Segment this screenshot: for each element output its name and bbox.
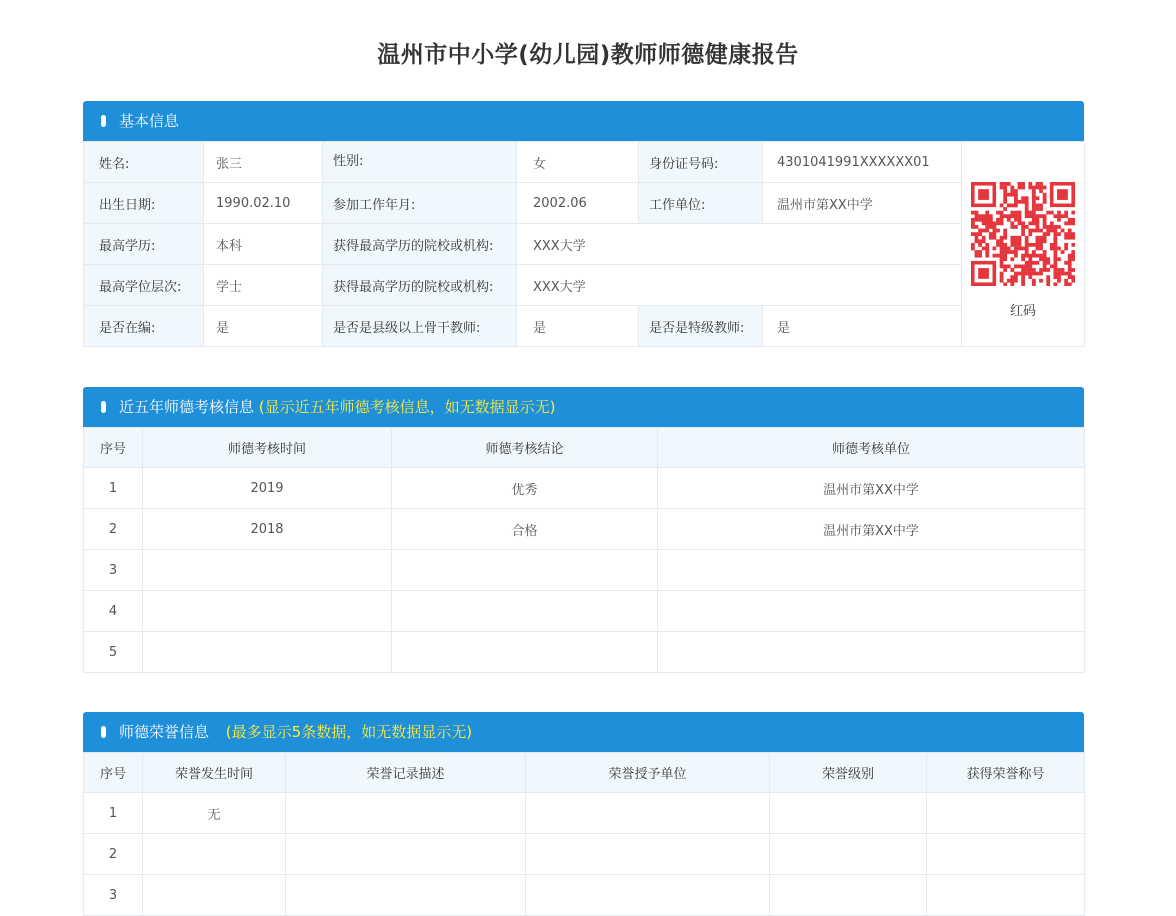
education-label: 最高学历:: [84, 224, 204, 265]
honor-unit: [526, 875, 770, 916]
edu-school-label: 获得最高学历的院校或机构:: [323, 224, 517, 265]
name-value: 张三: [204, 142, 323, 183]
gender-value: 女: [517, 142, 639, 183]
honor-unit: [526, 834, 770, 875]
assessment-result: 优秀: [392, 468, 658, 509]
column-header: 获得荣誉称号: [927, 753, 1085, 793]
red-qr-code-icon: [971, 182, 1075, 286]
edu-school-value: XXX大学: [517, 224, 962, 265]
degree-label: 最高学位层次:: [84, 265, 204, 306]
honors-header-note: (最多显示5条数据，如无数据显示无): [225, 723, 473, 741]
column-header: 序号: [84, 428, 143, 468]
assessment-header-row: [84, 428, 1085, 468]
assessment-time: [143, 550, 392, 591]
honors-section: [83, 712, 1084, 916]
assessment-time: [143, 632, 392, 673]
table-row: [84, 509, 1085, 550]
column-header: 师德考核时间: [143, 428, 392, 468]
backbone-value: 是: [517, 306, 639, 347]
honor-desc: [286, 875, 526, 916]
honor-level: [770, 834, 927, 875]
row-index: 3: [84, 875, 143, 916]
assessment-unit: [658, 591, 1085, 632]
basic-info-header-title: 基本信息: [119, 112, 180, 130]
degree-value: 学士: [204, 265, 323, 306]
basic-info-section: [83, 101, 1084, 347]
table-row: [84, 550, 1085, 591]
table-row: [84, 793, 1085, 834]
info-row-4: [84, 265, 1085, 306]
id-label: 身份证号码:: [639, 142, 763, 183]
table-row: [84, 875, 1085, 916]
id-value: 4301041991XXXXXX01: [763, 142, 962, 183]
column-header: 荣誉发生时间: [143, 753, 286, 793]
assessment-time: 2018: [143, 509, 392, 550]
qr-label: 红码: [1009, 304, 1036, 319]
row-index: 2: [84, 834, 143, 875]
assessment-section: [83, 387, 1084, 673]
assessment-time: [143, 591, 392, 632]
assessment-result: 合格: [392, 509, 658, 550]
work-start-value: 2002.06: [517, 183, 639, 224]
column-header: 荣誉记录描述: [286, 753, 526, 793]
row-index: 2: [84, 509, 143, 550]
employer-value: 温州市第XX中学: [763, 183, 962, 224]
basic-info-header: [83, 101, 1084, 141]
info-row-3: [84, 224, 1085, 265]
assessment-unit: [658, 632, 1085, 673]
row-index: 5: [84, 632, 143, 673]
honor-level: [770, 875, 927, 916]
education-value: 本科: [204, 224, 323, 265]
degree-school-label: 获得最高学历的院校或机构:: [323, 265, 517, 306]
header-pill-icon: [101, 401, 106, 413]
qr-cell: [962, 142, 1085, 347]
honor-time: [143, 875, 286, 916]
honor-title: [927, 793, 1085, 834]
honor-level: [770, 793, 927, 834]
honor-title: [927, 875, 1085, 916]
gender-label: 性别:: [323, 142, 517, 183]
staff-label: 是否在编:: [84, 306, 204, 347]
honors-header-row: [84, 753, 1085, 793]
honor-desc: [286, 834, 526, 875]
column-header: 荣誉授予单位: [526, 753, 770, 793]
work-start-label: 参加工作年月:: [323, 183, 517, 224]
honor-desc: [286, 793, 526, 834]
name-label: 姓名:: [84, 142, 204, 183]
column-header: 师德考核单位: [658, 428, 1085, 468]
row-index: 1: [84, 468, 143, 509]
assessment-result: [392, 632, 658, 673]
honors-header: [83, 712, 1084, 752]
special-value: 是: [763, 306, 962, 347]
backbone-label: 是否是县级以上骨干教师:: [323, 306, 517, 347]
honor-time: 无: [143, 793, 286, 834]
birth-value: 1990.02.10: [204, 183, 323, 224]
column-header: 荣誉级别: [770, 753, 927, 793]
assessment-unit: [658, 550, 1085, 591]
assessment-table: [83, 427, 1085, 673]
assessment-header-title: 近五年师德考核信息: [119, 398, 255, 416]
assessment-result: [392, 591, 658, 632]
assessment-time: 2019: [143, 468, 392, 509]
table-row: [84, 468, 1085, 509]
assessment-header-note: (显示近五年师德考核信息，如无数据显示无): [258, 398, 556, 416]
degree-school-value: XXX大学: [517, 265, 962, 306]
table-row: [84, 591, 1085, 632]
honor-time: [143, 834, 286, 875]
employer-label: 工作单位:: [639, 183, 763, 224]
birth-label: 出生日期:: [84, 183, 204, 224]
row-index: 4: [84, 591, 143, 632]
row-index: 3: [84, 550, 143, 591]
basic-info-table: [83, 141, 1085, 347]
column-header: 师德考核结论: [392, 428, 658, 468]
header-pill-icon: [101, 726, 106, 738]
honors-table: [83, 752, 1085, 916]
honor-title: [927, 834, 1085, 875]
assessment-result: [392, 550, 658, 591]
staff-value: 是: [204, 306, 323, 347]
info-row-2: [84, 183, 1085, 224]
assessment-header: [83, 387, 1084, 427]
table-row: [84, 632, 1085, 673]
table-row: [84, 834, 1085, 875]
header-pill-icon: [101, 115, 106, 127]
info-row-5: [84, 306, 1085, 347]
page-title: 温州市中小学(幼儿园)教师师德健康报告: [377, 42, 799, 68]
honor-unit: [526, 793, 770, 834]
row-index: 1: [84, 793, 143, 834]
honors-header-title: 师德荣誉信息: [119, 723, 210, 741]
info-row-1: [84, 142, 1085, 183]
assessment-unit: 温州市第XX中学: [658, 468, 1085, 509]
column-header: 序号: [84, 753, 143, 793]
special-label: 是否是特级教师:: [639, 306, 763, 347]
assessment-unit: 温州市第XX中学: [658, 509, 1085, 550]
